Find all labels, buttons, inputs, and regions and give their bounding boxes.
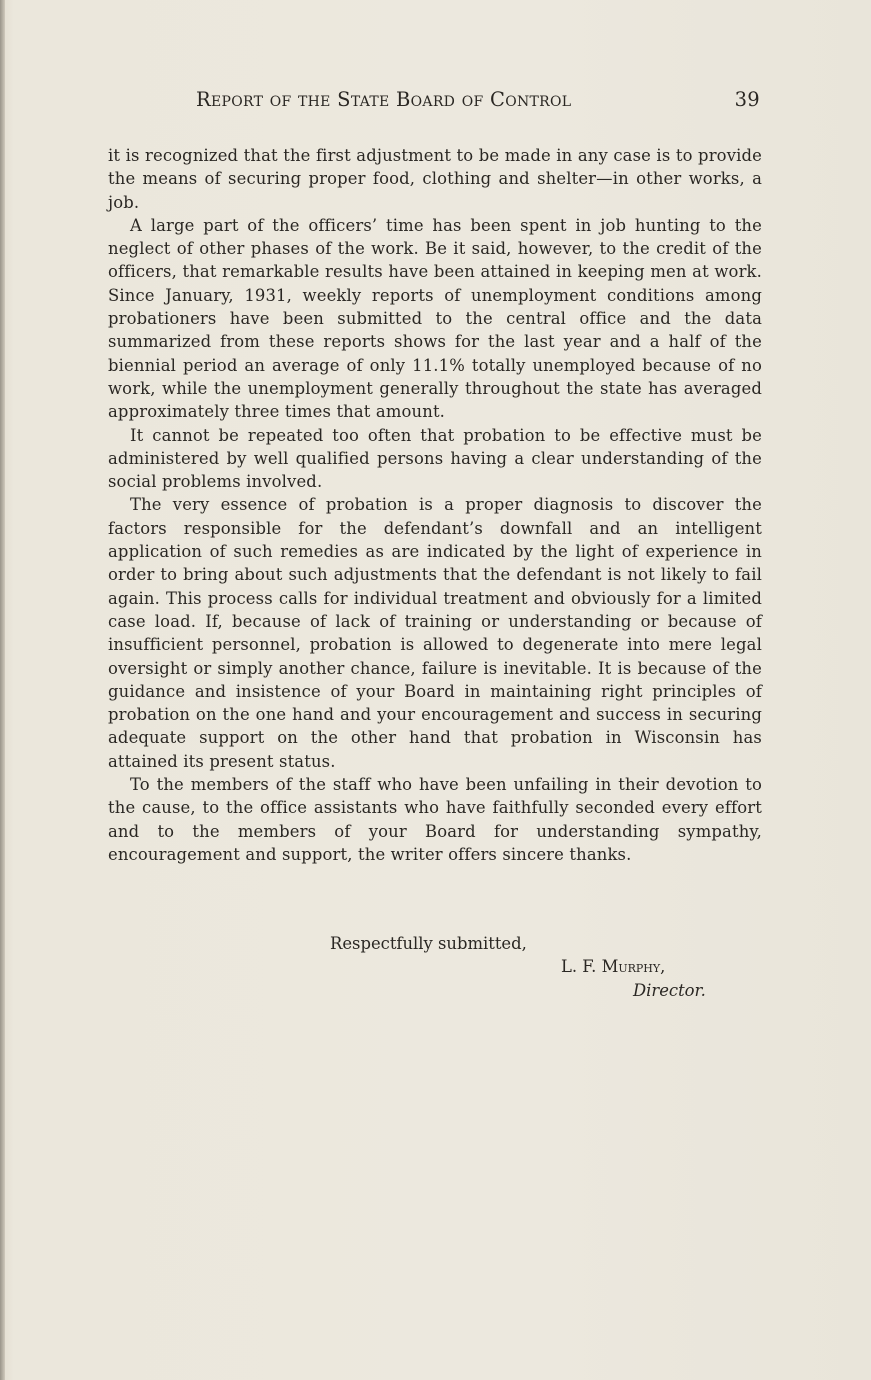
closing-salutation: Respectfully submitted, [330, 934, 527, 953]
paragraph-5: To the members of the staff who have been unfailing in their devotion to the cause, to the office assistants who have faithfully seconded every effort and to the members of your Board for understanding sympathy, encouragement and support, the writer offers sincere thanks. [108, 775, 762, 864]
running-header [108, 88, 762, 118]
signer-role: Director. [633, 981, 706, 1000]
paragraph-2: A large part of the officers’ time has been spent in job hunting to the neglect of other phases of the work. Be it said, however, to the credit of the officers, that remarkable results have been attained in keeping men at work. Since January, 1931, weekly reports of unemployment conditions among probationers have been submitted to the central office and the data summarized from these reports shows for the last year and a half of the biennial period an average of only 11.1% totally unemployed because of no work, while the unemployment generally throughout the state has averaged approximately three times that amount. [108, 215, 762, 422]
running-title: Report of the State Board of Control [196, 88, 572, 111]
signer-name [561, 955, 665, 978]
paragraph-1: it is recognized that the first adjustment to be made in any case is to provide the means of securing proper food, clothing and shelter—in other works, a job. [108, 146, 762, 212]
paragraph-4: The very essence of probation is a proper diagnosis to discover the factors responsible for the defendant’s downfall and an intelligent application of such remedies as are indicated by the light of experience in order to bring about such adjustments that the defendant is not likely to fail again. This process calls for individual treatment and obviously for a limited case load. If, because of lack of training or understanding or because of insufficient personnel, probation is allowed to degenerate into mere legal oversight or simply another chance, failure is inevitable. It is because of the guidance and insistence of your Board in maintaining right principles of probation on the one hand and your encouragement and success in securing adequate support on the other hand that probation in Wisconsin has attained its present status. [108, 495, 762, 771]
body-text [108, 144, 762, 866]
signer-initials: L. F. [561, 957, 597, 976]
signer-surname: Murphy, [601, 957, 666, 976]
page-number: 39 [734, 88, 760, 111]
paragraph-3: It cannot be repeated too often that probation to be effective must be administered by well qualified persons having a clear understanding of the social problems involved. [108, 425, 762, 492]
page-spine-shadow [0, 0, 5, 1380]
